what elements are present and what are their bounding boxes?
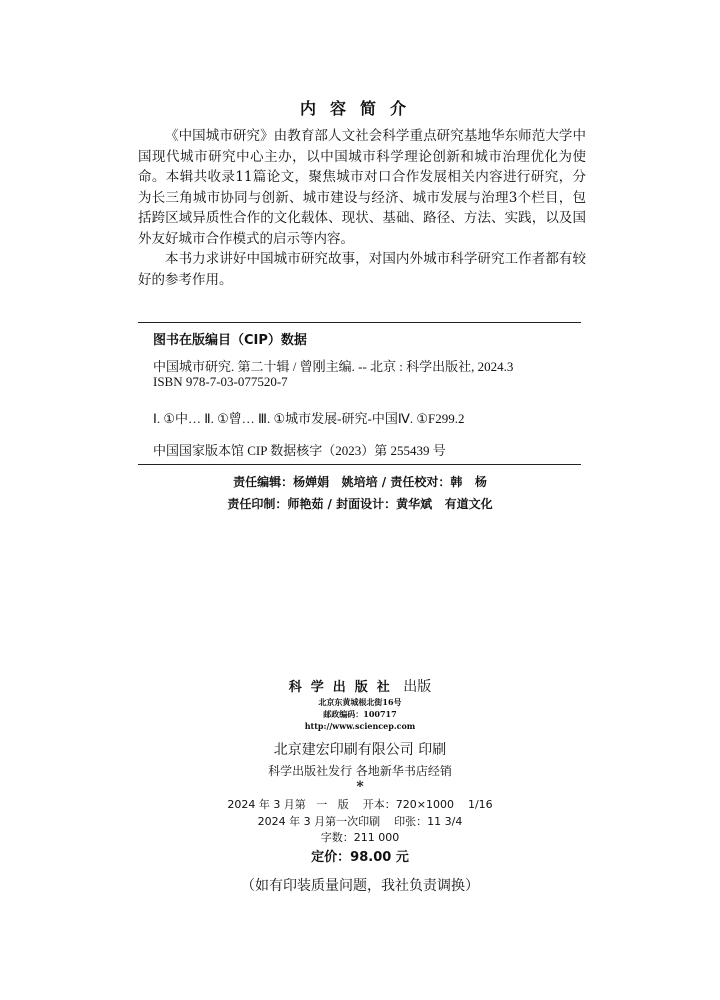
wordcount-line: 字数：211 000: [320, 831, 400, 844]
quality-notice: （如有印装质量问题，我社负责调换）: [241, 878, 479, 894]
publisher-logo-text: 科学出版社: [288, 680, 399, 695]
cip-top-rule: [138, 322, 581, 323]
intro-paragraph-2: 本书力求讲好中国城市研究故事，对国内外城市科学研究工作者都有较好的参考作用。: [138, 251, 586, 288]
editor-credits: 责任编辑：杨婵娟 姚培培 / 责任校对：韩 杨: [233, 475, 487, 489]
cip-record-number: 中国国家版本馆 CIP 数据核字（2023）第 255439 号: [153, 443, 446, 458]
edition-line: 2024 年 3 月第 一 版 开本：720×1000 1/16: [227, 798, 493, 811]
printer-line: 北京建宏印刷有限公司 印刷: [273, 742, 447, 758]
price-line: 定价：98.00 元: [311, 850, 409, 865]
distribution-line: 科学出版社发行 各地新华书店经销: [268, 764, 452, 778]
intro-text: [138, 126, 586, 290]
production-credits: 责任印制：师艳茹 / 封面设计：黄华斌 有道文化: [227, 497, 493, 511]
printing-line: 2024 年 3 月第一次印刷 印张：11 3/4: [257, 815, 463, 828]
separator-star: *: [356, 779, 364, 795]
cip-bottom-rule: [138, 464, 581, 465]
cip-heading: 图书在版编目（CIP）数据: [153, 333, 307, 348]
cip-isbn: ISBN 978-7-03-077520-7: [153, 374, 288, 389]
cip-classification: Ⅰ. ①中… Ⅱ. ①曾… Ⅲ. ①城市发展-研究-中国Ⅳ. ①F299.2: [153, 411, 465, 426]
publisher-line: [0, 676, 720, 696]
publisher-suffix: 出版: [403, 679, 432, 695]
page-title: 内容简介: [299, 99, 420, 118]
cip-title-line: 中国城市研究. 第二十辑 / 曾刚主编. -- 北京 : 科学出版社, 2024.3: [153, 359, 514, 374]
publisher-postcode: 邮政编码：100717: [323, 709, 397, 719]
publisher-address: 北京东黄城根北街16号: [318, 697, 402, 707]
publisher-url: http://www.sciencep.com: [304, 721, 416, 731]
intro-paragraph-1: 《中国城市研究》由教育部人文社会科学重点研究基地华东师范大学中国现代城市研究中心主办，以中国城市科学理论创新和城市治理优化为使命。本辑共收录11篇论文，聚焦城市对口合作发展相关内容进行研究，分为长三角城市协同与创新、城市建设与经济、城市发展与治理3个栏目，包括跨区域异质性合作的文化载体、现状、基础、路径、方法、实践，以及国外友好城市合作模式的启示等内容。: [138, 128, 586, 247]
